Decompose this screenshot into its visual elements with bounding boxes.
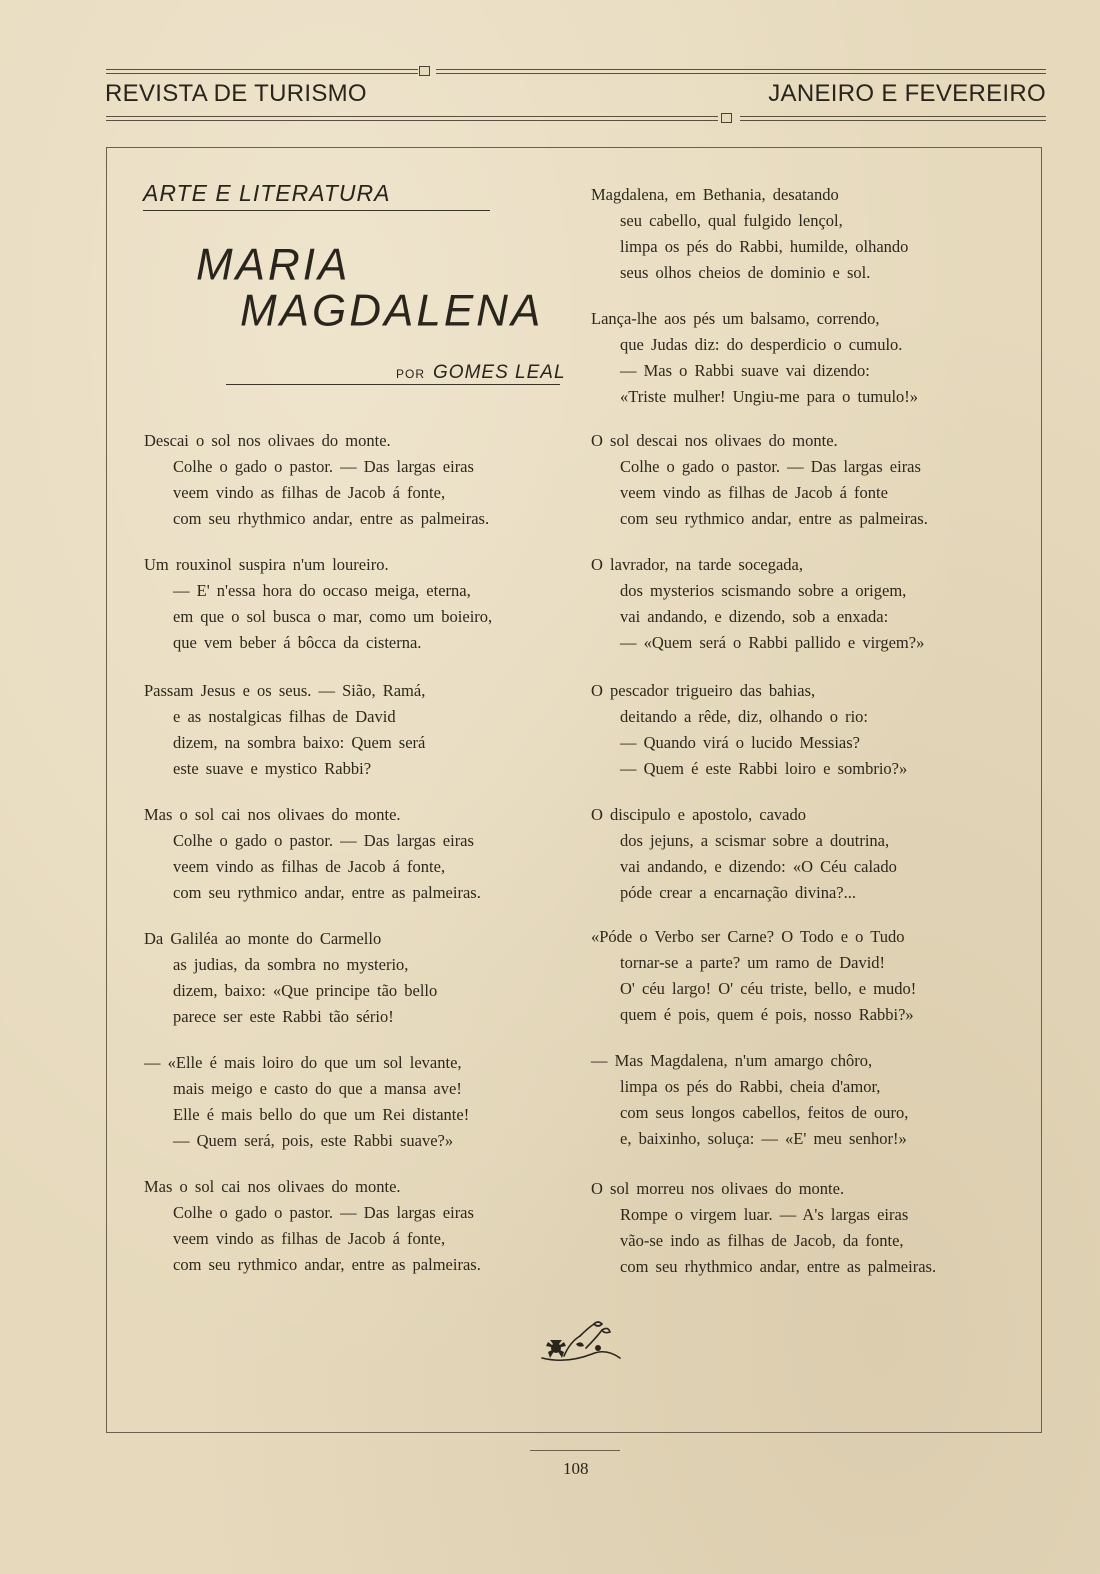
- header-top-rule-left-2: [106, 73, 418, 74]
- verse-line: Da Galiléa ao monte do Carmello: [144, 929, 382, 948]
- stanza-left-2: [144, 552, 574, 656]
- verse-line: O discipulo e apostolo, cavado: [591, 805, 806, 824]
- header-bottom-rule-left-2: [106, 120, 718, 121]
- stanza-left-1: [144, 428, 574, 532]
- verse-line: vai andando, e dizendo: «O Céu calado: [620, 857, 897, 876]
- verse-line: Mas o sol cai nos olivaes do monte.: [144, 805, 401, 824]
- verse-line: este suave e mystico Rabbi?: [173, 759, 372, 778]
- verse-line: Colhe o gado o pastor. — Das largas eiras: [620, 457, 921, 476]
- stanza-right-5: [591, 678, 1021, 782]
- verse-line: vão-se indo as filhas de Jacob, da fonte,: [620, 1231, 904, 1250]
- stanza-right-6: [591, 802, 1021, 906]
- verse-line: Passam Jesus e os seus. — Sião, Ramá,: [144, 681, 426, 700]
- header-top-rule-right-2: [436, 73, 1046, 74]
- verse-line: dos jejuns, a scismar sobre a doutrina,: [620, 831, 890, 850]
- page-number: 108: [563, 1459, 589, 1478]
- header-bottom-rule-right-2: [740, 120, 1046, 121]
- verse-line: as judias, da sombra no mysterio,: [173, 955, 409, 974]
- verse-line: Um rouxinol suspira n'um loureiro.: [144, 555, 389, 574]
- section-title: ARTE E LITERATURA: [143, 180, 391, 206]
- verse-line: veem vindo as filhas de Jacob á fonte,: [173, 1229, 446, 1248]
- verse-line: Colhe o gado o pastor. — Das largas eiras: [173, 831, 474, 850]
- verse-line: veem vindo as filhas de Jacob á fonte,: [173, 483, 446, 502]
- stanza-right-7: [591, 924, 1021, 1028]
- floral-ornament-icon: [536, 1318, 626, 1370]
- verse-line: com seus longos cabellos, feitos de ouro,: [620, 1103, 909, 1122]
- verse-line: O lavrador, na tarde socegada,: [591, 555, 803, 574]
- verse-line: dizem, na sombra baixo: Quem será: [173, 733, 426, 752]
- issue-label: JANEIRO E FEVEREIRO: [768, 80, 1046, 107]
- magazine-title: REVISTA DE TURISMO: [105, 80, 367, 107]
- stanza-right-2: [591, 306, 1021, 410]
- frame-top: [106, 147, 1042, 148]
- author-name: GOMES LEAL: [433, 362, 566, 383]
- stanza-left-4: [144, 802, 574, 906]
- verse-line: «Triste mulher! Ungiu-me para o tumulo!»: [620, 387, 919, 406]
- header-top-rule-left: [106, 69, 418, 70]
- verse-line: — Quando virá o lucido Messias?: [620, 733, 860, 752]
- frame-left: [106, 147, 107, 1433]
- verse-line: Mas o sol cai nos olivaes do monte.: [144, 1177, 401, 1196]
- verse-line: Colhe o gado o pastor. — Das largas eiras: [173, 457, 474, 476]
- page-number-rule: [530, 1450, 620, 1451]
- verse-line: com seu rythmico andar, entre as palmeiras.: [173, 1255, 481, 1274]
- verse-line: mais meigo e casto do que a mansa ave!: [173, 1079, 462, 1098]
- verse-line: Elle é mais bello do que um Rei distante!: [173, 1105, 470, 1124]
- verse-line: Colhe o gado o pastor. — Das largas eiras: [173, 1203, 474, 1222]
- verse-line: O sol morreu nos olivaes do monte.: [591, 1179, 845, 1198]
- frame-bottom: [106, 1432, 1042, 1433]
- verse-line: com seu rythmico andar, entre as palmeiras.: [173, 883, 481, 902]
- verse-line: que vem beber á bôcca da cisterna.: [173, 633, 422, 652]
- verse-line: — E' n'essa hora do occaso meiga, eterna,: [173, 581, 471, 600]
- stanza-right-1: [591, 182, 1021, 286]
- verse-line: dos mysterios scismando sobre a origem,: [620, 581, 907, 600]
- verse-line: com seu rhythmico andar, entre as palmeiras.: [173, 509, 490, 528]
- verse-line: tornar-se a parte? um ramo de David!: [620, 953, 886, 972]
- verse-line: — «Elle é mais loiro do que um sol levante,: [144, 1053, 462, 1072]
- verse-line: «Póde o Verbo ser Carne? O Todo e o Tudo: [591, 927, 905, 946]
- stanza-left-6: [144, 1050, 574, 1154]
- verse-line: em que o sol busca o mar, como um boieiro,: [173, 607, 493, 626]
- verse-line: com seu rhythmico andar, entre as palmeiras.: [620, 1257, 937, 1276]
- verse-line: O pescador trigueiro das bahias,: [591, 681, 816, 700]
- header-bottom-rule-right: [740, 116, 1046, 117]
- verse-line: vai andando, e dizendo, sob a enxada:: [620, 607, 889, 626]
- verse-line: e as nostalgicas filhas de David: [173, 707, 396, 726]
- stanza-right-9: [591, 1176, 1021, 1280]
- header-ornament-top: [419, 66, 430, 76]
- verse-line: — Mas Magdalena, n'um amargo chôro,: [591, 1051, 873, 1070]
- verse-line: Magdalena, em Bethania, desatando: [591, 185, 839, 204]
- verse-line: seu cabello, qual fulgido lençol,: [620, 211, 843, 230]
- verse-line: deitando a rêde, diz, olhando o rio:: [620, 707, 869, 726]
- stanza-left-3: [144, 678, 574, 782]
- stanza-right-8: [591, 1048, 1021, 1152]
- verse-line: limpa os pés do Rabbi, cheia d'amor,: [620, 1077, 881, 1096]
- verse-line: quem é pois, quem é pois, nosso Rabbi?»: [620, 1005, 914, 1024]
- byline-prefix: POR: [396, 367, 426, 381]
- section-underline: [143, 210, 490, 211]
- verse-line: veem vindo as filhas de Jacob á fonte,: [173, 857, 446, 876]
- verse-line: que Judas diz: do desperdicio o cumulo.: [620, 335, 903, 354]
- verse-line: O sol descai nos olivaes do monte.: [591, 431, 838, 450]
- verse-line: — Mas o Rabbi suave vai dizendo:: [620, 361, 870, 380]
- verse-line: dizem, baixo: «Que principe tão bello: [173, 981, 438, 1000]
- byline: [396, 362, 566, 384]
- verse-line: — «Quem será o Rabbi pallido e virgem?»: [620, 633, 925, 652]
- verse-line: parece ser este Rabbi tão sério!: [173, 1007, 394, 1026]
- header-top-rule-right: [436, 69, 1046, 70]
- verse-line: Rompe o virgem luar. — A's largas eiras: [620, 1205, 909, 1224]
- header-bottom-rule-left: [106, 116, 718, 117]
- stanza-left-7: [144, 1174, 574, 1278]
- verse-line: Lança-lhe aos pés um balsamo, correndo,: [591, 309, 880, 328]
- verse-line: O' céu largo! O' céu triste, bello, e mudo!: [620, 979, 917, 998]
- verse-line: com seu rythmico andar, entre as palmeiras.: [620, 509, 928, 528]
- verse-line: veem vindo as filhas de Jacob á fonte: [620, 483, 888, 502]
- byline-underline: [226, 384, 560, 385]
- verse-line: Descai o sol nos olivaes do monte.: [144, 431, 391, 450]
- verse-line: e, baixinho, soluça: — «E' meu senhor!»: [620, 1129, 907, 1148]
- verse-line: seus olhos cheios de dominio e sol.: [620, 263, 871, 282]
- poem-title-line1: MARIA: [196, 239, 351, 290]
- stanza-right-4: [591, 552, 1021, 656]
- stanza-right-3: [591, 428, 1021, 532]
- stanza-left-5: [144, 926, 574, 1030]
- verse-line: — Quem será, pois, este Rabbi suave?»: [173, 1131, 454, 1150]
- frame-right: [1041, 147, 1042, 1433]
- header-ornament-bottom: [721, 113, 732, 123]
- verse-line: limpa os pés do Rabbi, humilde, olhando: [620, 237, 909, 256]
- verse-line: — Quem é este Rabbi loiro e sombrio?»: [620, 759, 908, 778]
- poem-title-line2: MAGDALENA: [240, 285, 544, 336]
- verse-line: póde crear a encarnação divina?...: [620, 883, 856, 902]
